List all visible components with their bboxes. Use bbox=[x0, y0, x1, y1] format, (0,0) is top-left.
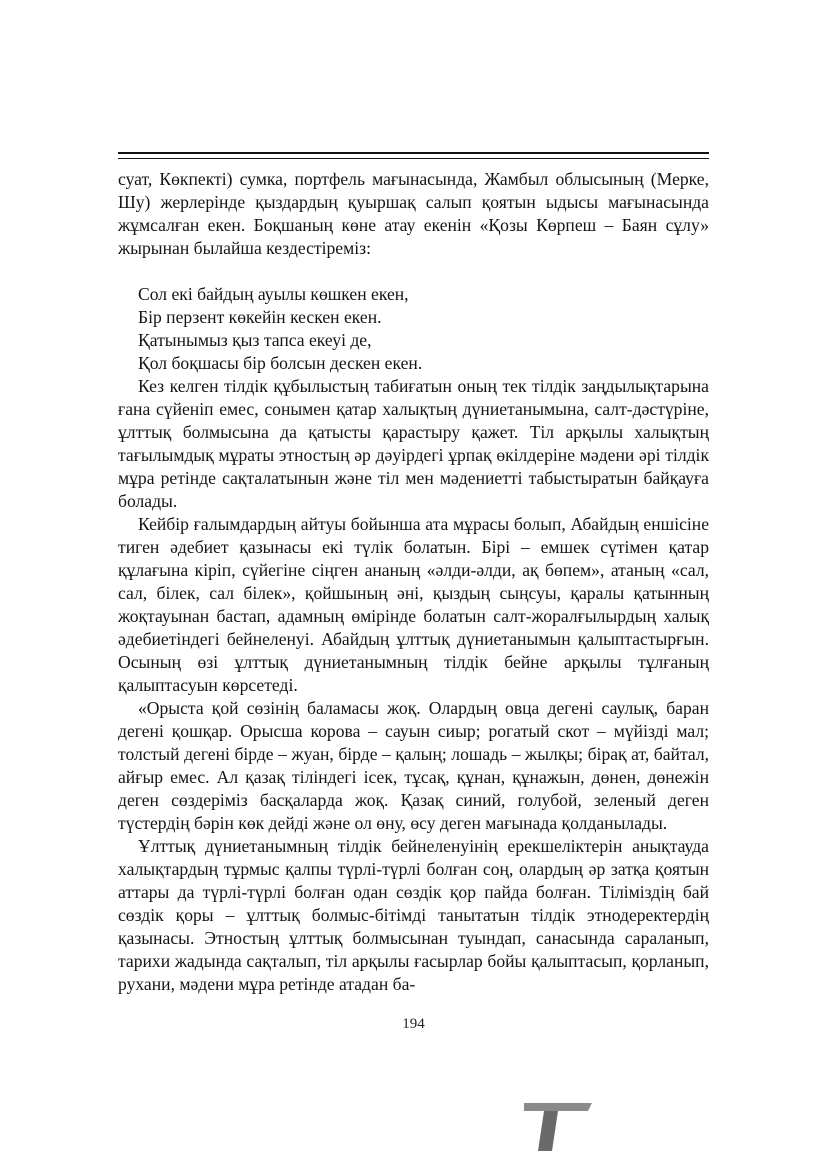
paragraph: Ұлттық дүниетанымның тілдік бейнеленуінің ерекшеліктерін анықтауда халықтардың тұрмыс қалпы түрлі-түрлі болған соң, олардың әр затқа қоятын аттары да түрлі-түрлі болған одан сөздік қор пайда болған. Тіліміздің бай сөздік қоры – ұлттық болмыс-бітімді танытатын тілдік этнодеректердің қазынасы. Этностың ұлттық болмысынан туындап, санасында сараланып, тарихи жадында сақталып, тіл арқылы ғасырлар бойы қалыптасып, қорланып, рухани, мәдени мұра ретінде атадан ба- bbox=[118, 836, 709, 994]
verse-line: Қол боқшасы бір болсын дескен екен. bbox=[138, 353, 423, 373]
watermark-logo-mark-icon bbox=[522, 1095, 812, 1155]
watermark-logo bbox=[522, 1095, 812, 1155]
verse-line: Қатынымыз қыз тапса екеуі де, bbox=[138, 330, 372, 350]
body-text bbox=[118, 168, 709, 996]
header-rule-thick bbox=[118, 152, 709, 154]
verse-block bbox=[118, 283, 709, 375]
verse-line: Сол екі байдың ауылы көшкен екен, bbox=[138, 284, 409, 304]
page-number: 194 bbox=[402, 1016, 425, 1032]
header-rule-thin bbox=[118, 158, 709, 159]
verse-line: Бір перзент көкейін кескен екен. bbox=[138, 307, 382, 327]
paragraph: Кез келген тілдік құбылыстың табиғатын оның тек тілдік заңдылықтарына ғана сүйеніп емес, сонымен қатар халықтың дүниетанымына, салт-дәстүріне, ұлттық болмысына да қатысты қарастыру қажет. Тіл арқылы халықтың тағылымдық мұраты этностың әр дәуірдегі ұрпақ өкілдеріне мәдени әрі тілдік мұра ретінде сақталатынын және тіл мен мәдениетті табыстыратын байқауға болады. bbox=[118, 376, 709, 511]
paragraph-intro: суат, Көкпекті) сумка, портфель мағынасында, Жамбыл облысының (Мерке, Шу) жерлерінде қыздардың қуыршақ салып қоятын ыдысы мағынасында жұмсалған екен. Боқшаның көне атау екенін «Қозы Көрпеш – Баян сұлу» жырынан былайша кездестіреміз: bbox=[118, 169, 709, 258]
paragraph: «Орыста қой сөзінің баламасы жоқ. Олардың овца дегені саулық, баран дегені қошқар. Орысша корова – сауын сиыр; рогатый скот – мүйізді мал; толстый дегені бірде – жуан, бірде – қалың; лошадь – жылқы; бірақ ат, байтал, айғыр емес. Ал қазақ тіліндегі ісек, тұсақ, құнан, құнажын, дөнен, дөнежін деген сөздеріміз басқаларда жоқ. Қазақ синий, голубой, зеленый деген түстердің бәрін көк дейді және ол өну, өсу деген мағынада қолданылады. bbox=[118, 698, 709, 833]
paragraph: Кейбір ғалымдардың айтуы бойынша ата мұрасы болып, Абайдың еншісіне тиген әдебиет қазынасы екі түлік болатын. Бірі – емшек сүтімен қатар құлағына кіріп, сүйегіне сіңген ананың «әлди-әлди, ақ бөпем», атаның «сал, сал, білек, сал білек», қойшының әні, қыздың сыңсуы, қаралы қатынның жоқтауынан бастап, адамның өмірінде болатын салт-жоралғылырдың халық әдебиетіндегі бейнеленуі. Абайдың ұлттық дүниетанымын қалыптастырғын. Осының өзі ұлттық дүниетанымның тілдік бейне арқылы тұлғаның қалыптасуын көрсетеді. bbox=[118, 514, 709, 695]
